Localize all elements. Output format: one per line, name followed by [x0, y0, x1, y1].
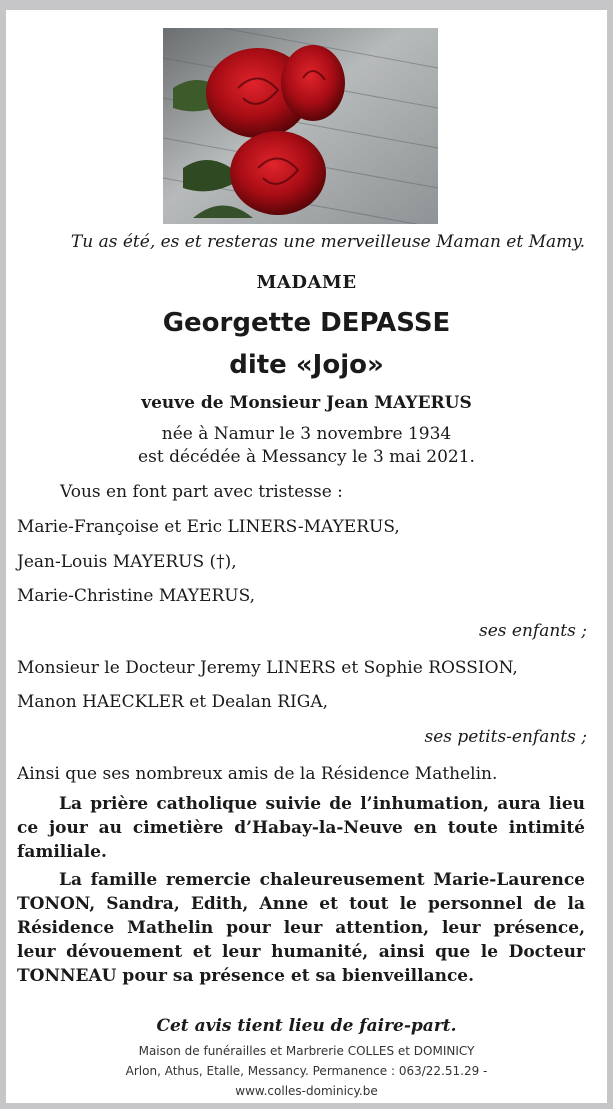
tribute-quote: Tu as été, es et resteras une merveilleuse Maman et Mamy. [70, 232, 585, 252]
child-entry: Marie-Françoise et Eric LINERS-MAYERUS, [17, 517, 400, 537]
friends-line: Ainsi que ses nombreux amis de la Résidence Mathelin. [17, 764, 498, 784]
grandchild-entry: Manon HAECKLER et Dealan RIGA, [17, 692, 329, 712]
birth-line: née à Namur le 3 novembre 1934 [161, 424, 452, 444]
funeral-home-name: Maison de funérailles et Marbrerie COLLES et DOMINICY [138, 1044, 475, 1058]
announcement-intro: Vous en font part avec tristesse : [60, 482, 343, 502]
nickname: dite «Jojo» [229, 350, 384, 380]
grandchild-entry: Monsieur le Docteur Jeremy LINERS et Sophie ROSSION, [17, 658, 518, 678]
death-line: est décédée à Messancy le 3 mai 2021. [138, 447, 475, 467]
roses-photo [163, 28, 438, 224]
funeral-home-contact: Arlon, Athus, Etalle, Messancy. Permanence : 063/22.51.29 - [125, 1064, 488, 1078]
funeral-home-website: www.colles-dominicy.be [235, 1084, 378, 1098]
honorific: MADAME [256, 272, 357, 293]
closing-note: Cet avis tient lieu de faire-part. [156, 1016, 457, 1036]
ceremony-paragraph: La prière catholique suivie de l’inhumation, aura lieu ce jour au cimetière d’Habay-la-Neuve en toute intimité familiale. [17, 794, 585, 862]
thanks-paragraph: La famille remercie chaleureusement Marie-Laurence TONON, Sandra, Edith, Anne et tout le personnel de la Résidence Mathelin pour leur attention, leur présence, leur dévouement et leur humanité, ainsi que le Docteur TONNEAU pour sa présence et sa bienveillance. [17, 870, 585, 986]
children-label: ses enfants ; [479, 621, 587, 641]
child-entry: Jean-Louis MAYERUS (†), [17, 552, 237, 572]
deceased-name: Georgette DEPASSE [162, 308, 451, 338]
grandchildren-label: ses petits-enfants ; [424, 727, 587, 747]
widow-of: veuve de Monsieur Jean MAYERUS [141, 393, 472, 413]
child-entry: Marie-Christine MAYERUS, [17, 586, 256, 606]
